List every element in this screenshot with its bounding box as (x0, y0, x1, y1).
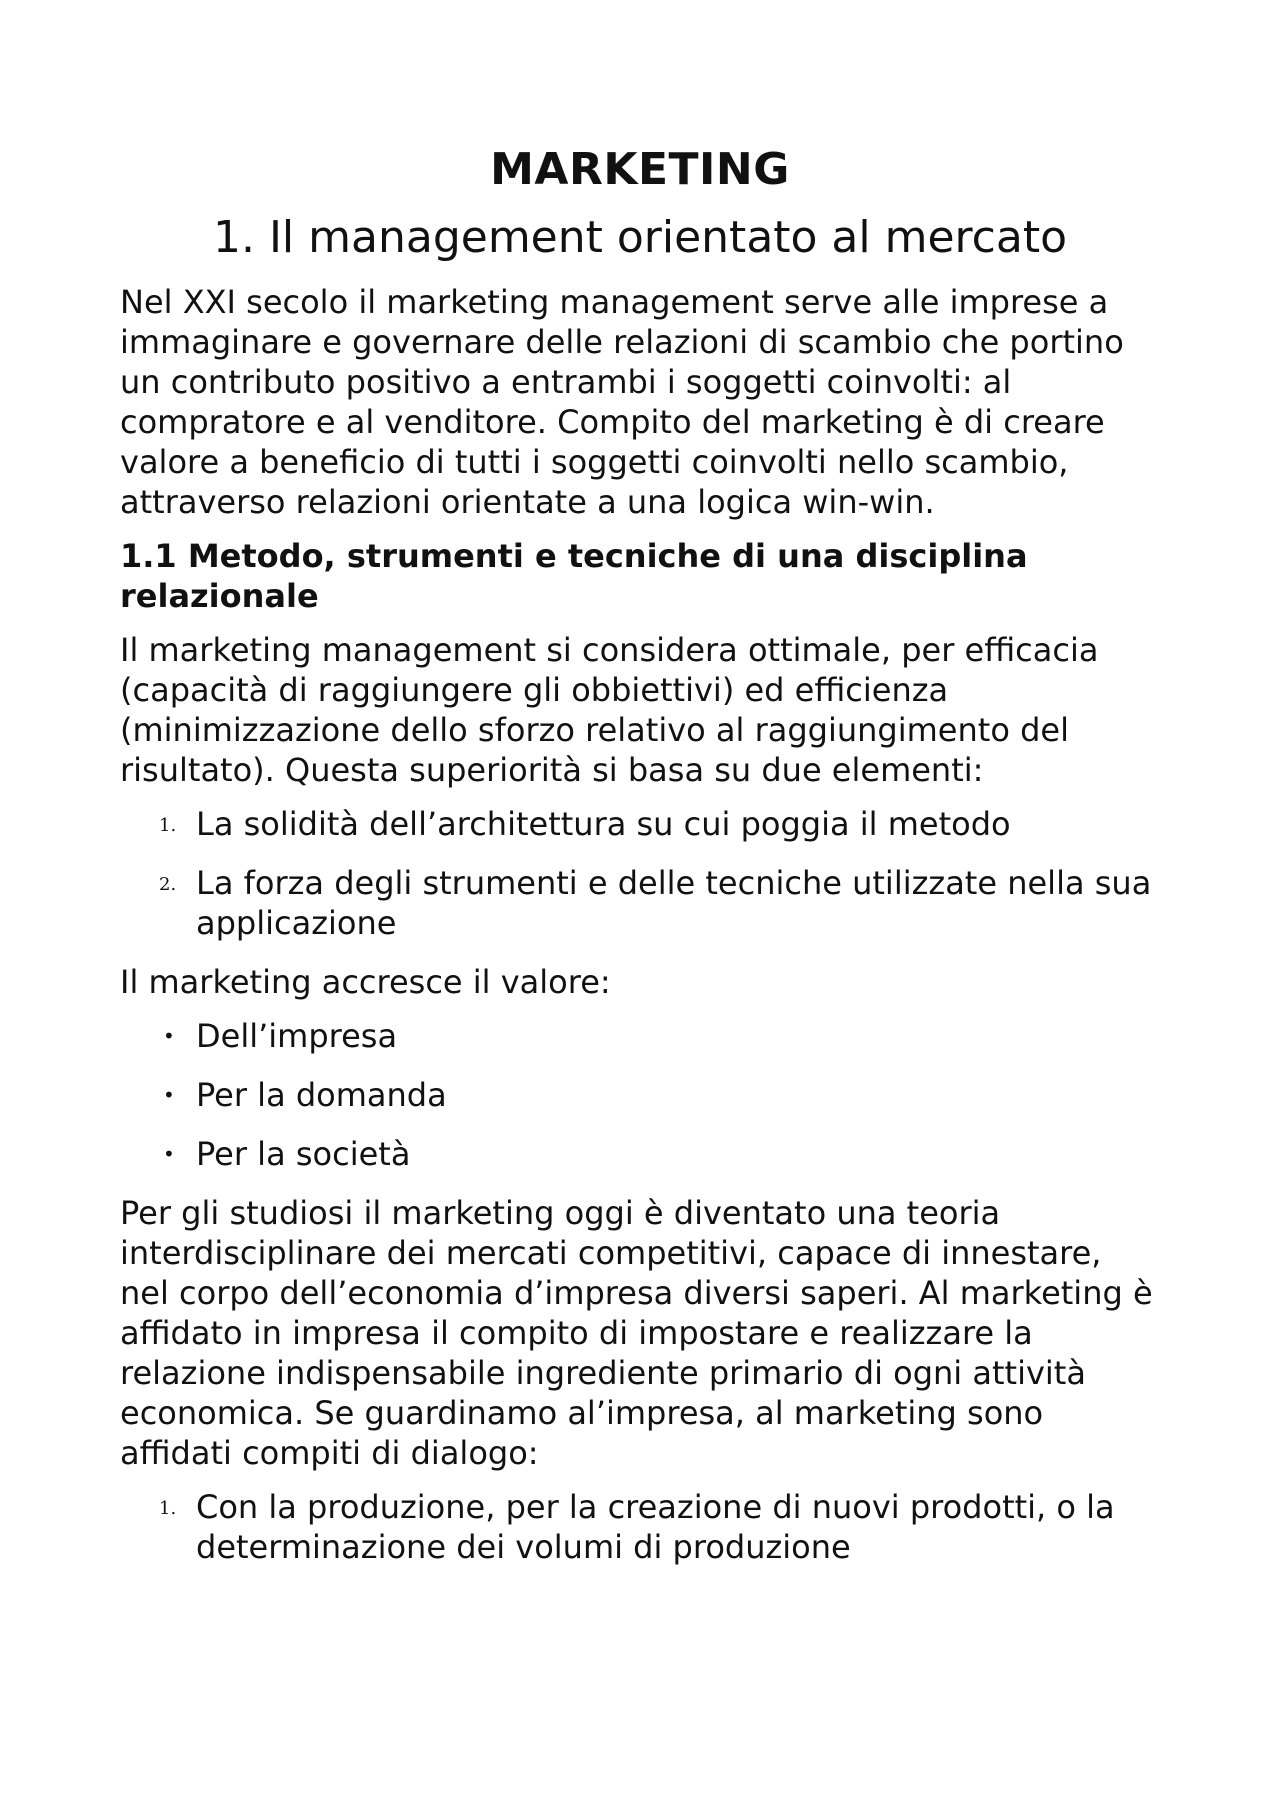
list-item (163, 1075, 1160, 1115)
chapter-title: 1. Il management orientato al mercato (212, 212, 1067, 263)
dialogue-list (120, 1487, 1160, 1567)
intro-paragraph: Nel XXI secolo il marketing management serve alle imprese a immaginare e governare delle relazioni di scambio che portino un contributo positivo a entrambi i soggetti coinvolti: al compratore e al venditore. Compito del marketing è di creare valore a beneficio di tutti i soggetti coinvolti nello scambio, attraverso relazioni orientate a una logica win-win. (120, 283, 1124, 521)
value-list (120, 1016, 1160, 1174)
bullet-icon: • (163, 1142, 175, 1166)
list-item-text: Con la produzione, per la creazione di nuovi prodotti, o la determinazione dei volumi di produzione (196, 1488, 1115, 1566)
list-item (163, 1134, 1160, 1174)
section-heading: 1.1 Metodo, strumenti e tecniche di una disciplina relazionale (120, 537, 1028, 615)
list-item (159, 804, 1160, 844)
list-item-text: La forza degli strumenti e delle tecniche utilizzate nella sua applicazione (196, 864, 1152, 942)
bullet-icon: • (163, 1024, 175, 1048)
list-item-text: Per la domanda (196, 1076, 447, 1114)
value-intro: Il marketing accresce il valore: (120, 963, 611, 1001)
elements-list (120, 804, 1160, 943)
list-item-text: Dell’impresa (196, 1017, 398, 1055)
document-title: MARKETING (490, 144, 790, 195)
list-item (159, 1487, 1160, 1567)
section-paragraph: Il marketing management si considera ottimale, per efficacia (capacità di raggiungere gli obbiettivi) ed efficienza (minimizzazione dello sforzo relativo al raggiungimento del risultato). Questa superiorità si basa su due elementi: (120, 631, 1099, 789)
list-item-text: La solidità dell’architettura su cui poggia il metodo (196, 805, 1011, 843)
list-number: 1. (159, 1498, 177, 1519)
bullet-icon: • (163, 1083, 175, 1107)
list-item (159, 863, 1160, 943)
list-item-text: Per la società (196, 1135, 411, 1173)
scholars-paragraph: Per gli studiosi il marketing oggi è diventato una teoria interdisciplinare dei mercati competitivi, capace di innestare, nel corpo dell’economia d’impresa diversi saperi. Al marketing è affidato in impresa il compito di impostare e realizzare la relazione indispensabile ingrediente primario di ogni attività economica. Se guardinamo al’impresa, al marketing sono affidati compiti di dialogo: (120, 1194, 1153, 1472)
list-number: 2. (159, 874, 177, 895)
list-item (163, 1016, 1160, 1056)
list-number: 1. (159, 815, 177, 836)
